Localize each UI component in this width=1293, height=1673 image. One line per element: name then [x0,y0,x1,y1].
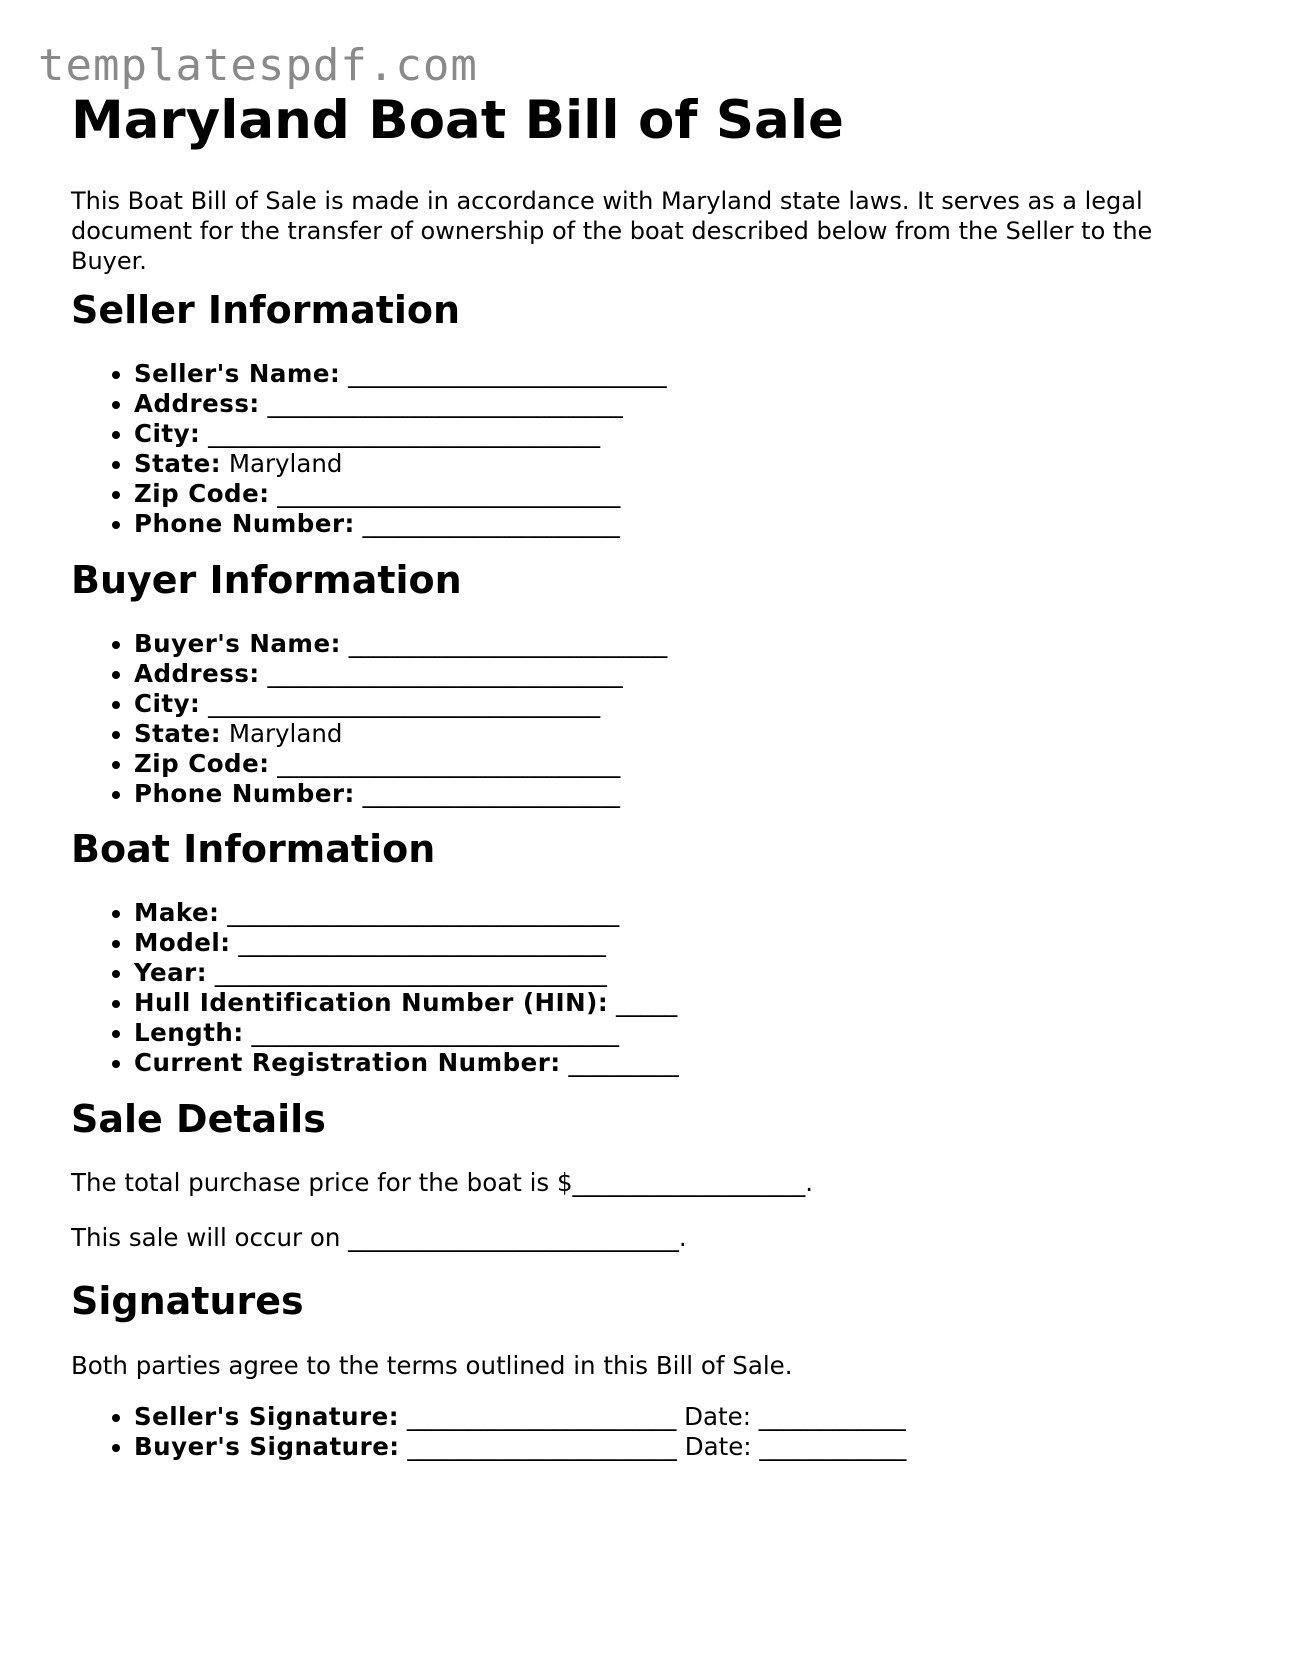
buyer-heading: Buyer Information [71,558,462,602]
document-title: Maryland Boat Bill of Sale [71,90,844,151]
field-blank: ____________________________ [277,479,621,508]
field-blank: _____________________ [362,779,620,808]
field-label: Seller's Name: [134,359,341,388]
field-label: City: [134,419,201,448]
field-label: Model: [134,928,231,957]
field-label: Phone Number: [134,779,355,808]
field-blank: ________________________________ [208,689,601,718]
field-blank: ______________________________ [238,928,606,957]
field-blank: _____________________ [362,509,620,538]
signature-label: Buyer's Signature: [134,1432,400,1461]
date-label: Date: [684,1402,751,1431]
field-blank: __________________________ [348,359,667,388]
buyer-state-field [134,719,1134,749]
seller-heading: Seller Information [71,288,461,332]
buyer-address-field[interactable] [134,659,1134,689]
boat-year-field[interactable] [134,958,1134,988]
buyer-phone-field[interactable] [134,779,1134,809]
buyer-name-field[interactable] [134,629,1134,659]
field-label: State: [134,719,222,748]
boat-make-field[interactable] [134,898,1134,928]
field-blank: ________________________________ [214,958,607,987]
sale-date-line[interactable]: This sale will occur on ___________________________. [71,1223,687,1252]
signature-line: ______________________ [407,1432,677,1461]
seller-phone-field[interactable] [134,509,1134,539]
seller-name-field[interactable] [134,359,1134,389]
field-label: Phone Number: [134,509,355,538]
boat-field-list [71,898,1134,1078]
intro-paragraph: This Boat Bill of Sale is made in accordance with Maryland state laws. It serves as a legal document for the transfer of ownership of the boat described below from the Seller to the Buyer. [71,187,1153,275]
seller-address-field[interactable] [134,389,1134,419]
boat-hin-field[interactable] [134,988,1134,1018]
agreement-text: Both parties agree to the terms outlined in this Bill of Sale. [71,1351,793,1380]
signature-line: ______________________ [406,1402,677,1431]
boat-model-field[interactable] [134,928,1134,958]
field-value: Maryland [228,719,343,748]
field-label: Zip Code: [134,479,270,508]
boat-heading: Boat Information [71,827,436,871]
field-label: Hull Identification Number (HIN): [134,988,609,1017]
seller-zip-field[interactable] [134,479,1134,509]
date-line: ____________ [759,1432,907,1461]
field-label: Address: [134,389,260,418]
buyer-signature-row[interactable] [134,1432,1134,1462]
buyer-zip-field[interactable] [134,749,1134,779]
field-label: Current Registration Number: [134,1048,561,1077]
buyer-field-list [71,629,1134,809]
signature-label: Seller's Signature: [134,1402,400,1431]
field-blank: ________________________________ [227,898,620,927]
watermark: templatespdf.com [38,40,478,91]
boat-registration-field[interactable] [134,1048,1134,1078]
field-label: Buyer's Name: [134,629,341,658]
field-blank: _________ [568,1048,679,1077]
seller-signature-row[interactable] [134,1402,1134,1432]
sale-heading: Sale Details [71,1097,326,1141]
field-blank: ______________________________ [251,1018,619,1047]
field-label: Length: [134,1018,244,1047]
boat-length-field[interactable] [134,1018,1134,1048]
purchase-price-line[interactable]: The total purchase price for the boat is $___________________. [71,1168,814,1197]
date-label: Date: [684,1432,752,1461]
field-label: Make: [134,898,220,927]
seller-state-field [134,449,1134,479]
field-blank: ____________________________ [277,749,621,778]
signature-list [71,1402,1134,1462]
field-blank: __________________________ [348,629,668,658]
field-label: Year: [134,958,208,987]
field-blank: _____________________________ [267,389,623,418]
field-blank: _____ [615,988,678,1017]
field-blank: _____________________________ [267,659,623,688]
field-blank: ________________________________ [208,419,601,448]
field-label: State: [134,449,222,478]
field-value: Maryland [228,449,343,478]
field-label: Address: [134,659,260,688]
date-line: ____________ [758,1402,906,1431]
seller-city-field[interactable] [134,419,1134,449]
buyer-city-field[interactable] [134,689,1134,719]
seller-field-list [71,359,1134,539]
field-label: Zip Code: [134,749,270,778]
field-label: City: [134,689,201,718]
signatures-heading: Signatures [71,1279,304,1323]
